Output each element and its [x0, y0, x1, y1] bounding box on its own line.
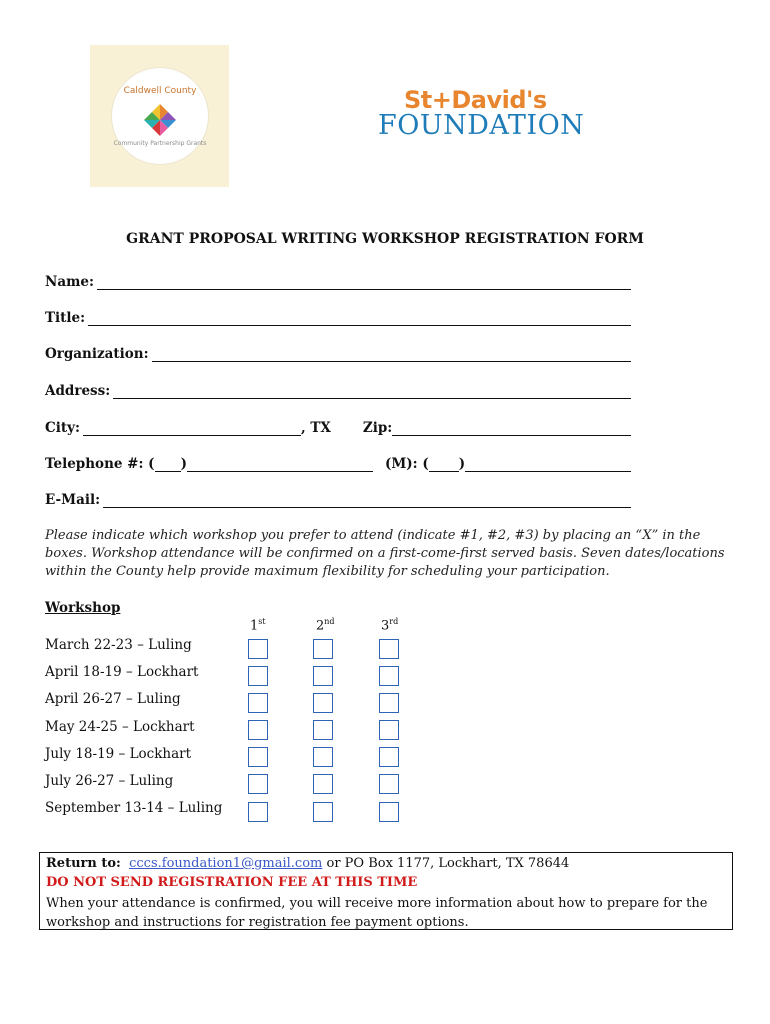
checkbox-1st-choice[interactable] — [248, 747, 268, 767]
instructions-text: Please indicate which workshop you prefer to attend (indicate #1, #2, #3) by placing an “X” in the boxes. Workshop attendance will be confirmed on a first-come-first served basis. Seven dates/locations within the County help provide maximum flexibility for scheduling your participation. — [45, 528, 725, 579]
seal-emblem-icon — [142, 102, 178, 138]
return-address: or PO Box 1177, Lockhart, TX 78644 — [322, 856, 570, 871]
logo-foundation: FOUNDATION — [378, 110, 585, 141]
workshop-row-label: May 24-25 – Lockhart — [45, 719, 195, 735]
zip-field[interactable] — [392, 421, 631, 436]
organization-label: Organization: — [45, 346, 149, 362]
checkbox-1st-choice[interactable] — [248, 693, 268, 713]
address-row — [45, 379, 631, 399]
email-row — [45, 488, 631, 508]
column-header-3rd: 3rd — [381, 617, 399, 634]
workshop-row-label: September 13-14 – Luling — [45, 800, 223, 816]
mobile-label: (M): ( — [384, 456, 429, 472]
checkbox-2nd-choice[interactable] — [313, 720, 333, 740]
workshop-row-label: April 18-19 – Lockhart — [45, 664, 199, 680]
email-label: E-Mail: — [45, 492, 101, 508]
checkbox-2nd-choice[interactable] — [313, 666, 333, 686]
workshop-row-label: March 22-23 – Luling — [45, 637, 192, 653]
confirmation-note: When your attendance is confirmed, you will receive more information about how to prepare for the workshop and instructions for registration fee payment options. — [46, 896, 708, 930]
st-davids-foundation-logo — [378, 86, 584, 142]
workshop-row-label: April 26-27 – Luling — [45, 691, 181, 707]
checkbox-3rd-choice[interactable] — [379, 774, 399, 794]
checkbox-1st-choice[interactable] — [248, 802, 268, 822]
workshop-row-label: July 26-27 – Luling — [45, 773, 174, 789]
checkbox-2nd-choice[interactable] — [313, 802, 333, 822]
name-label: Name: — [45, 274, 94, 290]
mobile-number-field[interactable] — [465, 457, 631, 472]
checkbox-1st-choice[interactable] — [248, 639, 268, 659]
seal-top-text: Caldwell County — [123, 86, 197, 96]
column-header-2nd: 2nd — [316, 617, 335, 634]
telephone-number-field[interactable] — [187, 457, 373, 472]
title-row — [45, 306, 631, 326]
checkbox-1st-choice[interactable] — [248, 774, 268, 794]
fee-warning: DO NOT SEND REGISTRATION FEE AT THIS TIME — [46, 875, 418, 890]
return-info-box — [39, 852, 733, 930]
checkbox-2nd-choice[interactable] — [313, 774, 333, 794]
title-field[interactable] — [88, 311, 631, 326]
seal-bottom-text: Community Partnership Grants — [113, 140, 207, 147]
return-email-link[interactable]: cccs.foundation1@gmail.com — [129, 856, 323, 871]
column-header-1st: 1st — [250, 617, 266, 634]
county-seal — [111, 67, 209, 165]
checkbox-2nd-choice[interactable] — [313, 693, 333, 713]
return-label: Return to: — [46, 856, 121, 871]
form-title: GRANT PROPOSAL WRITING WORKSHOP REGISTRATION FORM — [126, 231, 644, 247]
logo-st-davids: St+David's — [404, 86, 547, 114]
checkbox-1st-choice[interactable] — [248, 720, 268, 740]
state-text: , TX — [300, 420, 331, 436]
name-field[interactable] — [97, 275, 631, 290]
address-label: Address: — [45, 383, 111, 399]
workshop-heading: Workshop — [45, 600, 121, 616]
title-label: Title: — [45, 310, 86, 326]
mobile-close-paren: ) — [458, 456, 466, 472]
address-field[interactable] — [113, 384, 631, 399]
checkbox-3rd-choice[interactable] — [379, 747, 399, 767]
name-row — [45, 270, 631, 290]
checkbox-3rd-choice[interactable] — [379, 666, 399, 686]
checkbox-3rd-choice[interactable] — [379, 720, 399, 740]
return-line — [46, 856, 569, 871]
city-label: City: — [45, 420, 80, 436]
organization-field[interactable] — [152, 347, 631, 362]
city-field[interactable] — [83, 421, 301, 436]
zip-label: Zip: — [362, 420, 393, 436]
workshop-row-label: July 18-19 – Lockhart — [45, 746, 192, 762]
telephone-label: Telephone #: ( — [45, 456, 155, 472]
telephone-close-paren: ) — [180, 456, 187, 472]
checkbox-3rd-choice[interactable] — [379, 639, 399, 659]
checkbox-1st-choice[interactable] — [248, 666, 268, 686]
caldwell-county-logo — [90, 45, 229, 187]
organization-row — [45, 342, 631, 362]
checkbox-3rd-choice[interactable] — [379, 693, 399, 713]
telephone-area-code-field[interactable] — [155, 457, 181, 472]
city-row — [45, 416, 631, 436]
mobile-area-code-field[interactable] — [429, 457, 459, 472]
checkbox-2nd-choice[interactable] — [313, 639, 333, 659]
telephone-row — [45, 452, 631, 472]
checkbox-3rd-choice[interactable] — [379, 802, 399, 822]
email-field[interactable] — [103, 493, 631, 508]
checkbox-2nd-choice[interactable] — [313, 747, 333, 767]
